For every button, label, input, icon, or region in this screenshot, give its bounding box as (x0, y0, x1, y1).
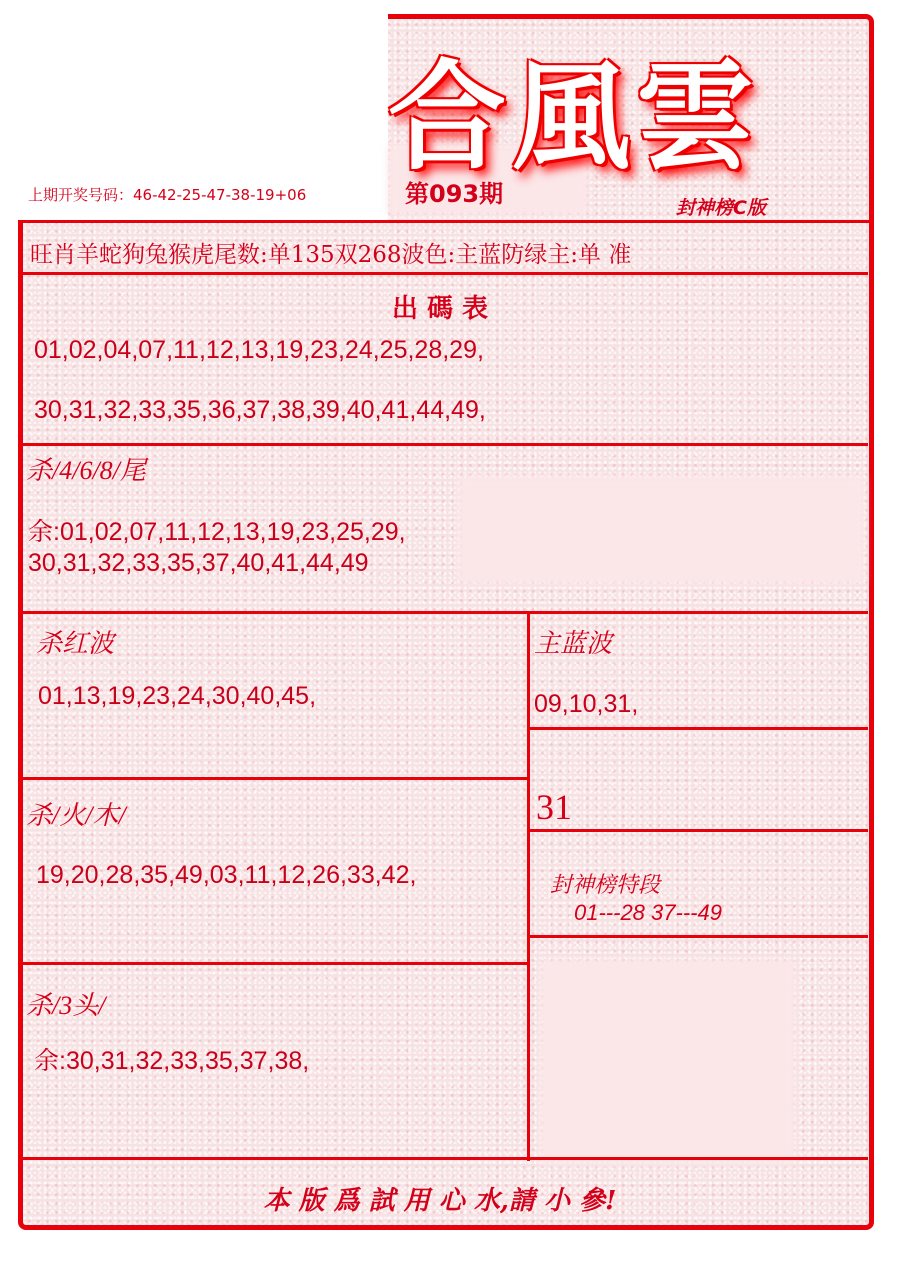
kill-tail-heading: 杀/4/6/8/尾 (26, 456, 146, 485)
main-blue-heading: 主蓝波 (534, 629, 613, 658)
kill-tail-line-1: 余:01,02,07,11,12,13,19,23,25,29, (28, 518, 406, 546)
divider (22, 272, 868, 275)
last-draw (28, 184, 306, 205)
divider (22, 777, 528, 780)
page-title: 合風雲 (388, 47, 761, 186)
main-blue-numbers: 09,10,31, (534, 690, 639, 718)
divider (22, 443, 868, 446)
kill-head-heading: 杀/3头/ (26, 991, 106, 1020)
divider (22, 1157, 868, 1160)
divider (528, 829, 868, 832)
divider (22, 962, 528, 965)
divider (528, 727, 868, 730)
edition-label: 封神榜C版 (676, 197, 766, 219)
kill-element-numbers: 19,20,28,35,49,03,11,12,26,33,42, (36, 861, 417, 889)
footer-note: 本 版 爲 試 用 心 水,請 小 參! (263, 1186, 617, 1216)
last-draw-label: 上期开奖号码： (28, 186, 134, 204)
table-line-1: 01,02,04,07,11,12,13,19,23,24,25,28,29, (34, 336, 484, 364)
single-number: 31 (536, 787, 572, 827)
special-range: 01---28 37---49 (574, 900, 722, 925)
kill-element-heading: 杀/火/木/ (26, 801, 126, 830)
divider (527, 611, 530, 1161)
table-line-2: 30,31,32,33,35,36,37,38,39,40,41,44,49, (34, 396, 486, 424)
kill-head-numbers: 余:30,31,32,33,35,37,38, (34, 1047, 310, 1075)
divider (528, 935, 868, 938)
divider (22, 611, 868, 614)
table-heading: 出 碼 表 (391, 294, 489, 324)
divider (18, 220, 874, 223)
kill-red-numbers: 01,13,19,23,24,30,40,45, (38, 682, 317, 710)
last-draw-numbers: 46-42-25-47-38-19+06 (133, 186, 307, 204)
blurred-area (458, 476, 864, 584)
blurred-area (540, 960, 795, 1165)
kill-red-heading: 杀红波 (36, 629, 115, 658)
special-heading: 封神榜特段 (550, 873, 661, 898)
issue-number: 第093期 (405, 180, 504, 208)
kill-tail-line-2: 30,31,32,33,35,37,40,41,44,49 (28, 549, 369, 577)
summary-line: 旺肖羊蛇狗兔猴虎尾数:单135双268波色:主蓝防绿主:单 准 (30, 242, 632, 268)
